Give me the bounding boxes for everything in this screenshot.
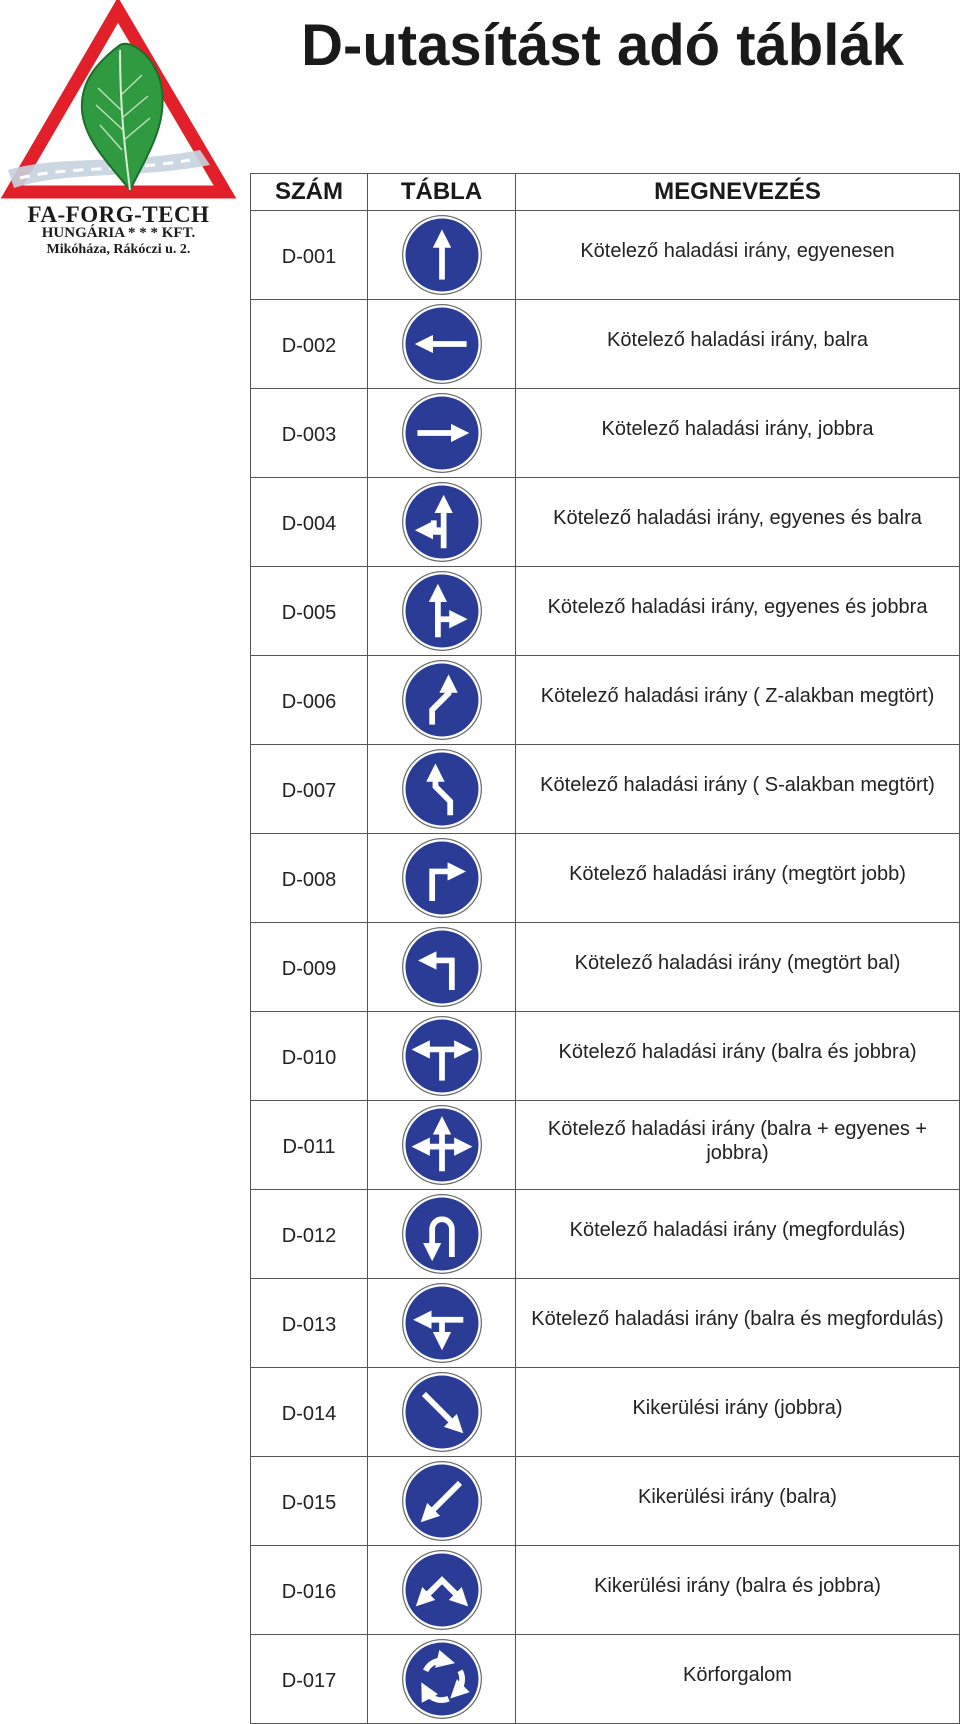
sign-image-cell xyxy=(368,656,516,744)
company-name: FA-FORG-TECH xyxy=(27,202,210,227)
logo-graphic xyxy=(0,0,240,205)
sign-code: D-005 xyxy=(251,567,368,655)
table-row xyxy=(251,745,960,834)
header-number: SZÁM xyxy=(251,174,368,210)
arrow-s-shape-icon xyxy=(401,748,483,830)
table-row xyxy=(251,478,960,567)
table-row xyxy=(251,567,960,656)
company-address: Mikóháza, Rákóczi u. 2. xyxy=(46,242,191,257)
sign-code: D-011 xyxy=(251,1101,368,1189)
sign-image-cell xyxy=(368,300,516,388)
sign-name: Kötelező haladási irány (balra + egyenes + jobbra) xyxy=(516,1101,960,1189)
sign-code: D-017 xyxy=(251,1635,368,1723)
sign-code: D-009 xyxy=(251,923,368,1011)
sign-name: Kötelező haladási irány (megfordulás) xyxy=(516,1190,960,1278)
sign-code: D-003 xyxy=(251,389,368,477)
sign-image-cell xyxy=(368,834,516,922)
arrow-pass-right-icon xyxy=(401,1371,483,1453)
arrow-right-icon xyxy=(401,392,483,474)
arrow-three-way-icon xyxy=(401,1104,483,1186)
sign-image-cell xyxy=(368,1279,516,1367)
sign-code: D-015 xyxy=(251,1457,368,1545)
arrow-z-shape-icon xyxy=(401,659,483,741)
table-row xyxy=(251,1101,960,1190)
sign-image-cell xyxy=(368,1368,516,1456)
sign-image-cell xyxy=(368,923,516,1011)
sign-code: D-014 xyxy=(251,1368,368,1456)
table-row xyxy=(251,211,960,300)
sign-image-cell xyxy=(368,567,516,655)
sign-code: D-001 xyxy=(251,211,368,299)
sign-code: D-007 xyxy=(251,745,368,833)
sign-image-cell xyxy=(368,1101,516,1189)
sign-code: D-016 xyxy=(251,1546,368,1634)
sign-image-cell xyxy=(368,1635,516,1723)
sign-name: Kötelező haladási irány (megtört jobb) xyxy=(516,834,960,922)
sign-name: Kötelező haladási irány, jobbra xyxy=(516,389,960,477)
sign-code: D-004 xyxy=(251,478,368,566)
sign-image-cell xyxy=(368,211,516,299)
sign-name: Kötelező haladási irány, egyenes és jobbra xyxy=(516,567,960,655)
table-row xyxy=(251,1190,960,1279)
sign-code: D-010 xyxy=(251,1012,368,1100)
sign-image-cell xyxy=(368,1012,516,1100)
arrow-left-icon xyxy=(401,303,483,385)
table-row xyxy=(251,834,960,923)
sign-image-cell xyxy=(368,1190,516,1278)
arrow-turn-left-icon xyxy=(401,926,483,1008)
table-row xyxy=(251,300,960,389)
arrow-straight-icon xyxy=(401,214,483,296)
sign-code: D-008 xyxy=(251,834,368,922)
sign-name: Kötelező haladási irány, balra xyxy=(516,300,960,388)
sign-name: Kötelező haladási irány (balra és megfordulás) xyxy=(516,1279,960,1367)
table-header-row xyxy=(251,174,960,211)
arrow-pass-left-icon xyxy=(401,1460,483,1542)
company-subtitle: HUNGÁRIA * * * KFT. xyxy=(41,225,196,241)
sign-image-cell xyxy=(368,389,516,477)
table-row xyxy=(251,656,960,745)
sign-table xyxy=(250,173,960,1724)
table-row xyxy=(251,1457,960,1546)
sign-name: Körforgalom xyxy=(516,1635,960,1723)
sign-name: Kötelező haladási irány, egyenes és balra xyxy=(516,478,960,566)
roundabout-icon xyxy=(401,1638,483,1720)
sign-name: Kötelező haladási irány (balra és jobbra) xyxy=(516,1012,960,1100)
table-row xyxy=(251,923,960,1012)
company-logo xyxy=(0,0,240,265)
sign-code: D-006 xyxy=(251,656,368,744)
table-row xyxy=(251,1279,960,1368)
table-row xyxy=(251,1012,960,1101)
sign-image-cell xyxy=(368,1457,516,1545)
arrow-turn-right-icon xyxy=(401,837,483,919)
sign-name: Kötelező haladási irány ( S-alakban megtört) xyxy=(516,745,960,833)
table-row xyxy=(251,389,960,478)
arrow-pass-both-icon xyxy=(401,1549,483,1631)
sign-code: D-002 xyxy=(251,300,368,388)
arrow-u-turn-icon xyxy=(401,1193,483,1275)
page-title: D-utasítást adó táblák xyxy=(301,13,904,78)
sign-name: Kötelező haladási irány, egyenesen xyxy=(516,211,960,299)
sign-image-cell xyxy=(368,1546,516,1634)
sign-name: Kikerülési irány (balra) xyxy=(516,1457,960,1545)
sign-code: D-013 xyxy=(251,1279,368,1367)
arrow-left-and-u-turn-icon xyxy=(401,1282,483,1364)
arrow-straight-left-icon xyxy=(401,481,483,563)
sign-name: Kikerülési irány (jobbra) xyxy=(516,1368,960,1456)
sign-image-cell xyxy=(368,478,516,566)
sign-code: D-012 xyxy=(251,1190,368,1278)
header-sign: TÁBLA xyxy=(368,174,516,210)
table-row xyxy=(251,1368,960,1457)
sign-image-cell xyxy=(368,745,516,833)
table-row xyxy=(251,1635,960,1724)
sign-name: Kötelező haladási irány ( Z-alakban megtört) xyxy=(516,656,960,744)
arrow-straight-right-icon xyxy=(401,570,483,652)
header-name: MEGNEVEZÉS xyxy=(516,174,960,210)
sign-name: Kikerülési irány (balra és jobbra) xyxy=(516,1546,960,1634)
table-row xyxy=(251,1546,960,1635)
arrow-left-and-right-icon xyxy=(401,1015,483,1097)
sign-name: Kötelező haladási irány (megtört bal) xyxy=(516,923,960,1011)
